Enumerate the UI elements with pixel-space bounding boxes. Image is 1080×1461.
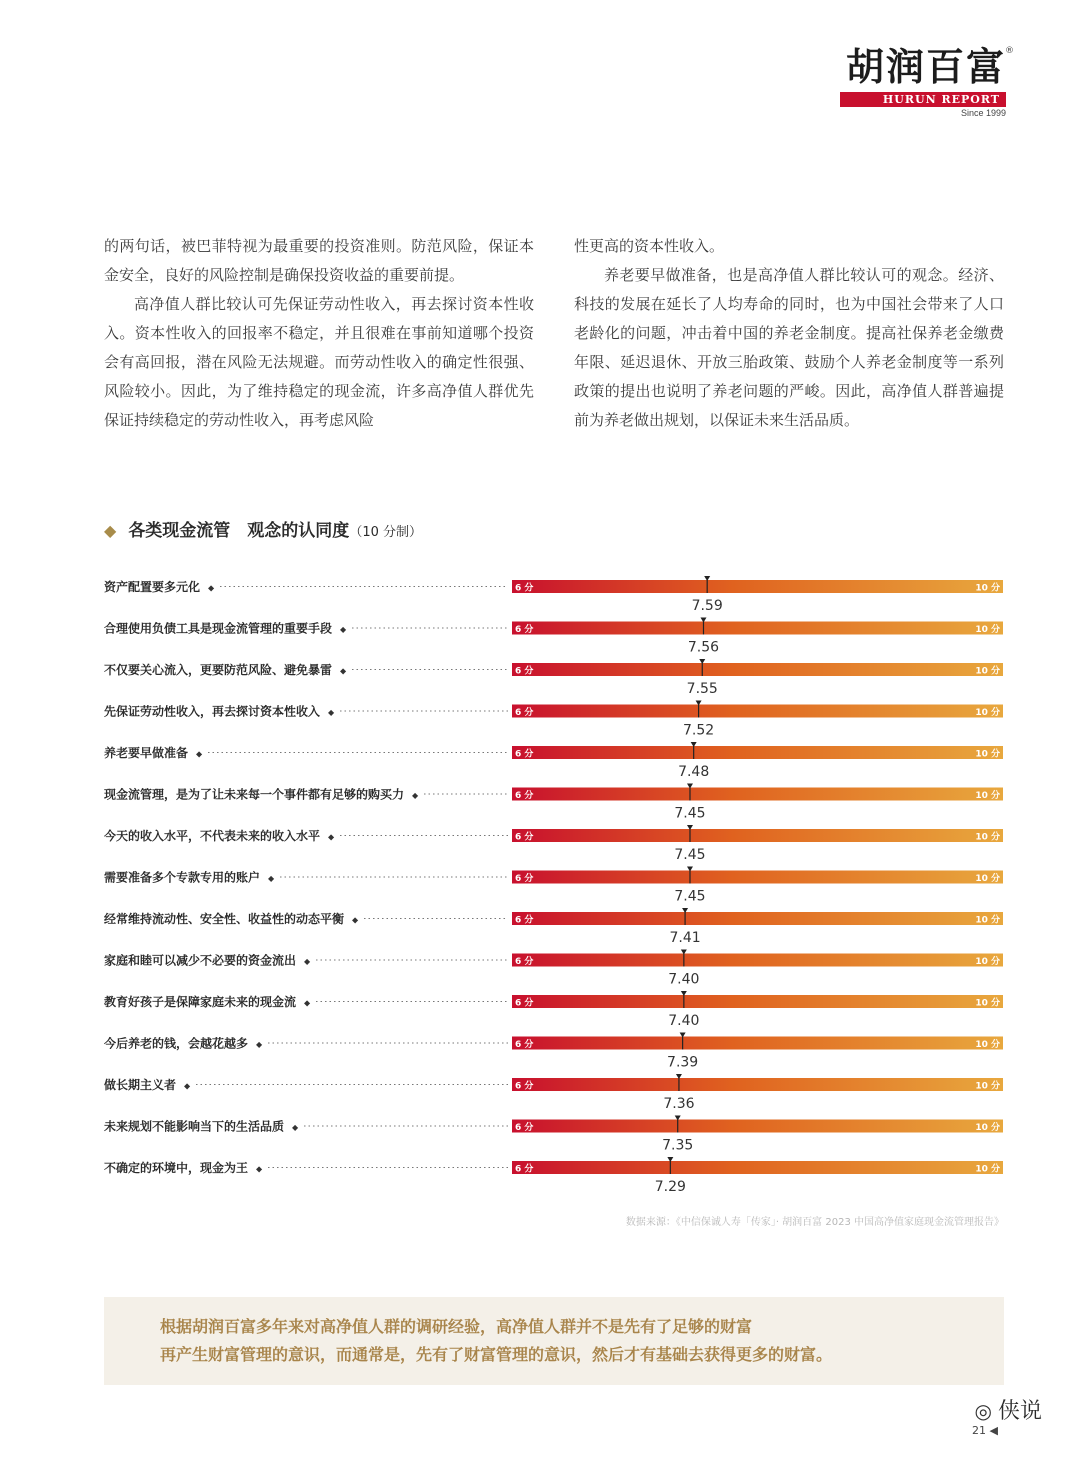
chart-row <box>104 1074 1003 1112</box>
wechat-icon: ◎ <box>974 1399 992 1423</box>
leader-diamond-icon: ◆ <box>304 998 311 1008</box>
quote-box <box>104 1297 1004 1385</box>
category-label: 经常维持流动性、安全性、收益性的动态平衡 <box>104 912 345 926</box>
scale-min-label: 6 分 <box>515 791 534 801</box>
leader-diamond-icon: ◆ <box>304 957 311 966</box>
logo-english: HURUN REPORT <box>840 92 1006 107</box>
value-label: 7.41 <box>669 930 701 946</box>
value-label: 7.36 <box>663 1096 695 1112</box>
chart-row <box>104 1157 1003 1195</box>
scale-min-label: 6 分 <box>515 998 534 1009</box>
value-label: 7.35 <box>662 1137 694 1154</box>
scale-bar <box>512 705 1003 718</box>
category-label: 资产配置要多元化 <box>104 580 201 594</box>
category-label: 合理使用负债工具是现金流管理的重要手段 <box>104 621 333 636</box>
scale-bar <box>512 1120 1003 1133</box>
chart-row <box>104 742 1003 780</box>
scale-max-label: 10 分 <box>975 708 1000 718</box>
category-label: 家庭和睦可以减少不必要的资金流出 <box>104 953 297 968</box>
quote-line: 再产生财富管理的意识，而通常是，先有了财富管理的意识，然后才有基础去获得更多的财富。 <box>160 1345 833 1364</box>
leader-diamond-icon: ◆ <box>340 625 347 634</box>
scale-max-label: 10 分 <box>975 1081 1000 1092</box>
page-number <box>972 1424 998 1437</box>
scale-max-label: 10 分 <box>975 915 1000 926</box>
page-number-value: 21 <box>972 1424 987 1437</box>
scale-bar <box>512 746 1003 759</box>
chart-row <box>103 1033 1003 1071</box>
scale-min-label: 6 分 <box>515 749 534 760</box>
value-label: 7.55 <box>686 681 718 697</box>
category-label: 未来规划不能影响当下的生活品质 <box>104 1119 285 1134</box>
leader-diamond-icon: ◆ <box>268 874 275 883</box>
value-label: 7.56 <box>687 639 720 656</box>
leader-diamond-icon: ◆ <box>412 791 419 800</box>
logo-since: Since 1999 <box>960 108 1006 118</box>
leader-diamond-icon: ◆ <box>256 1040 263 1049</box>
quote-line: 根据胡润百富多年来对高净值人群的调研经验，高净值人群并不是先有了足够的财富 <box>160 1317 753 1336</box>
scale-bar <box>512 580 1003 593</box>
category-label: 教育好孩子是保障家庭未来的现金流 <box>104 995 297 1009</box>
leader-diamond-icon: ◆ <box>292 1123 299 1132</box>
chart-row <box>104 1116 1003 1154</box>
category-label: 先保证劳动性收入，再去探讨资本性收入 <box>104 704 321 719</box>
page-arrow-icon: ◀ <box>989 1424 998 1437</box>
scale-min-label: 6 分 <box>515 625 534 635</box>
category-label: 今后养老的钱，会越花越多 <box>104 1036 249 1051</box>
scale-min-label: 6 分 <box>515 832 534 843</box>
chart-row <box>104 950 1003 988</box>
category-label: 今天的收入水平，不代表未来的收入水平 <box>104 829 321 843</box>
category-label: 做长期主义者 <box>104 1078 177 1092</box>
chart-row <box>104 618 1003 656</box>
scale-min-label: 6 分 <box>515 957 534 967</box>
value-label: 7.59 <box>691 598 723 614</box>
chart-row <box>104 659 1003 697</box>
category-label: 不确定的环境中，现金为王 <box>104 1161 249 1175</box>
category-label: 不仅要关心流入，更要防范风险、避免暴雷 <box>104 663 333 677</box>
data-source: 数据来源：《中信保诚人寿「传家」· 胡润百富 2023 中国高净值家庭现金流管理报告》 <box>625 1217 1004 1228</box>
scale-bar <box>512 954 1003 967</box>
scale-bar <box>512 1037 1003 1050</box>
scale-max-label: 10 分 <box>975 749 1000 760</box>
value-label: 7.45 <box>674 805 706 822</box>
scale-max-label: 10 分 <box>975 1040 1000 1050</box>
logo-chinese: 胡润百富 <box>845 45 1006 89</box>
leader-diamond-icon: ◆ <box>196 749 203 759</box>
value-label: 7.39 <box>667 1054 699 1071</box>
chart-row <box>104 867 1003 905</box>
scale-bar <box>512 1078 1003 1091</box>
scale-bar <box>512 912 1003 925</box>
category-label: 需要准备多个专款专用的账户 <box>104 870 261 885</box>
chart-row <box>104 908 1003 946</box>
category-label: 养老要早做准备 <box>104 746 189 760</box>
scale-bar <box>512 622 1003 635</box>
scale-min-label: 6 分 <box>515 1123 534 1133</box>
watermark <box>975 1394 1042 1425</box>
chart-row <box>103 784 1003 822</box>
value-label: 7.45 <box>674 888 706 905</box>
value-label: 7.40 <box>668 971 700 988</box>
scale-bar <box>512 788 1003 801</box>
scale-max-label: 10 分 <box>975 874 1000 884</box>
logo-registered-mark: ® <box>1005 46 1014 56</box>
chart-subtitle: （10 分制） <box>349 525 422 540</box>
scale-max-label: 10 分 <box>975 957 1000 967</box>
scale-bar <box>512 1161 1003 1174</box>
value-label: 7.29 <box>654 1179 686 1195</box>
scale-bar <box>512 829 1003 842</box>
scale-max-label: 10 分 <box>975 666 1000 677</box>
value-label: 7.52 <box>682 722 715 739</box>
category-label: 现金流管理，是为了让未来每一个事件都有足够的购买力 <box>104 787 405 802</box>
leader-diamond-icon: ◆ <box>208 583 215 593</box>
scale-bar <box>512 995 1003 1008</box>
value-label: 7.45 <box>674 847 706 863</box>
scale-min-label: 6 分 <box>515 666 534 677</box>
scale-min-label: 6 分 <box>515 1164 534 1175</box>
leader-diamond-icon: ◆ <box>340 666 347 676</box>
scale-max-label: 10 分 <box>975 1164 1000 1175</box>
scale-bar <box>512 663 1003 676</box>
paragraph: 高净值人群比较认可先保证劳动性收入，再去探讨资本性收入。资本性收入的回报率不稳定，并且很难在事前知道哪个投资会有高回报，潜在风险无法规避。而劳动性收入的确定性很强、风险较小。因此，为了维持稳定的现金流，许多高净值人群优先保证持续稳定的劳动性收入，再考虑风险 <box>104 295 534 429</box>
leader-diamond-icon: ◆ <box>328 708 335 717</box>
scale-min-label: 6 分 <box>515 583 534 594</box>
scale-min-label: 6 分 <box>515 874 534 884</box>
scale-max-label: 10 分 <box>975 583 1000 594</box>
leader-diamond-icon: ◆ <box>328 832 335 842</box>
scale-max-label: 10 分 <box>975 791 1000 801</box>
scale-min-label: 6 分 <box>515 1081 534 1092</box>
leader-diamond-icon: ◆ <box>352 915 359 925</box>
scale-min-label: 6 分 <box>515 915 534 926</box>
paragraph: 性更高的资本性收入。 <box>574 237 725 255</box>
scale-max-label: 10 分 <box>975 1123 1000 1133</box>
watermark-text: 侠说 <box>997 1399 1042 1424</box>
chart-row <box>104 576 1003 614</box>
scale-bar <box>512 871 1003 884</box>
value-label: 7.48 <box>678 764 710 780</box>
scale-min-label: 6 分 <box>515 1040 534 1050</box>
paragraph: 养老要早做准备，也是高净值人群比较认可的观念。经济、科技的发展在延长了人均寿命的同时，也为中国社会带来了人口老龄化的问题，冲击着中国的养老金制度。提高社保养老金缴费年限、延迟退休、开放三胎政策、鼓励个人养老金制度等一系列政策的提出也说明了养老问题的严峻。因此，高净值人群普遍提前为养老做出规划，以保证未来生活品质。 <box>574 266 1004 429</box>
paragraph: 的两句话，被巴菲特视为最重要的投资准则。防范风险，保证本金安全，良好的风险控制是确保投资收益的重要前提。 <box>104 237 534 284</box>
leader-diamond-icon: ◆ <box>256 1164 263 1174</box>
chart-row <box>104 701 1003 739</box>
scale-max-label: 10 分 <box>975 625 1000 635</box>
scale-min-label: 6 分 <box>515 708 534 718</box>
value-label: 7.40 <box>668 1013 700 1029</box>
scale-max-label: 10 分 <box>975 998 1000 1009</box>
scale-max-label: 10 分 <box>975 832 1000 843</box>
diamond-icon: ◆ <box>104 521 117 540</box>
chart-row <box>103 991 1003 1029</box>
chart-title-text: 各类现金流管 观念的认同度 <box>128 521 350 541</box>
chart-row <box>103 825 1003 863</box>
leader-diamond-icon: ◆ <box>184 1081 191 1091</box>
